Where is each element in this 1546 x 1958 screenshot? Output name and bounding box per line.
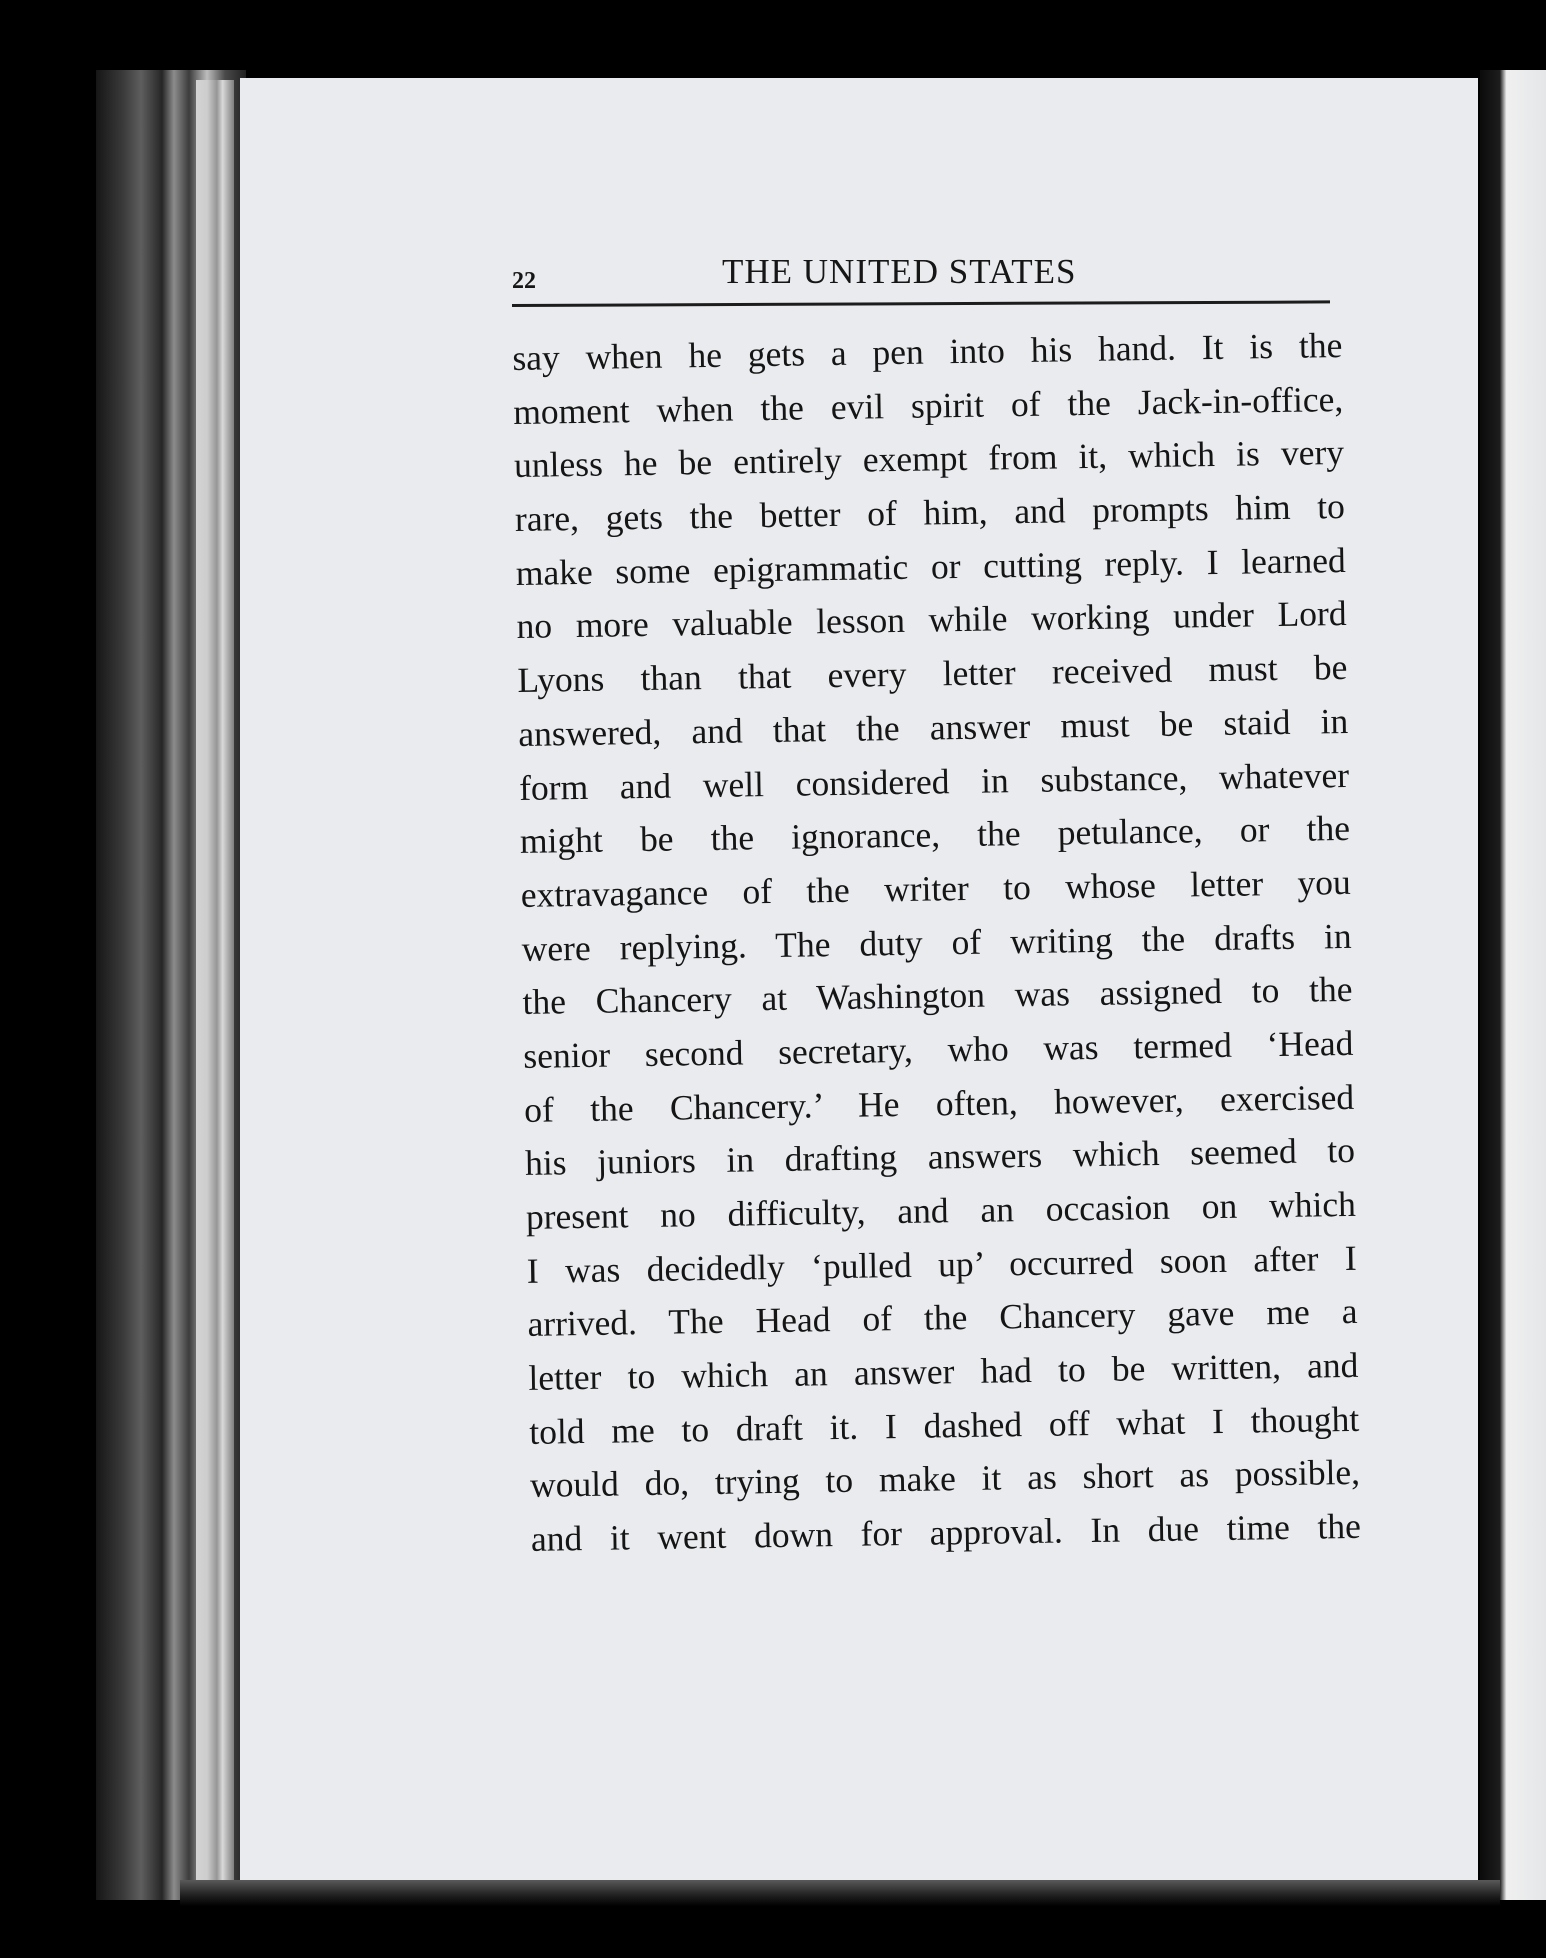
text-line: say when he gets a pen into his hand. It is the — [512, 324, 1343, 378]
page-bottom-edge — [180, 1880, 1500, 1906]
text-line: might be the ignorance, the petulance, or the — [519, 808, 1351, 862]
text-line: and it went down for approval. In due time the — [530, 1505, 1362, 1559]
text-line: answered, and that the answer must be staid in — [517, 700, 1349, 754]
facing-page-edge — [1480, 70, 1546, 1900]
text-line: moment when the evil spirit of the Jack-in-office, — [512, 378, 1344, 432]
text-line: of the Chancery.’ He often, however, exercised — [523, 1076, 1355, 1130]
body-text — [512, 319, 1361, 1567]
text-line: form and well considered in substance, whatever — [518, 754, 1350, 808]
running-title: THE UNITED STATES — [722, 252, 1077, 291]
text-line: present no difficulty, and an occasion on which — [525, 1183, 1357, 1237]
text-line: told me to draft it. I dashed off what I thought — [528, 1398, 1360, 1452]
text-line: letter to which an answer had to be written, and — [528, 1344, 1359, 1398]
text-line: would do, trying to make it as short as possible, — [529, 1452, 1361, 1506]
text-line: make some epigrammatic or cutting reply. I learned — [515, 539, 1346, 593]
text-line: rare, gets the better of him, and prompts him to — [514, 486, 1346, 540]
text-line: the Chancery at Washington was assigned to the — [522, 969, 1353, 1023]
text-line: unless he be entirely exempt from it, which is very — [513, 432, 1345, 486]
page-number: 22 — [512, 268, 536, 294]
running-head — [512, 250, 1330, 302]
text-line: no more valuable lesson while working under Lord — [516, 593, 1347, 647]
text-line: arrived. The Head of the Chancery gave me a — [527, 1291, 1358, 1345]
page-edge-strip — [196, 80, 234, 1880]
text-line: Lyons than that every letter received must be — [517, 647, 1348, 701]
text-line: I was decidedly ‘pulled up’ occurred soon after I — [526, 1237, 1357, 1291]
text-line: extravagance of the writer to whose letter you — [520, 861, 1352, 915]
text-line: senior second secretary, who was termed ‘Head — [523, 1022, 1354, 1076]
text-line: his juniors in drafting answers which seemed to — [524, 1130, 1356, 1184]
text-line: were replying. The duty of writing the drafts in — [521, 915, 1352, 969]
